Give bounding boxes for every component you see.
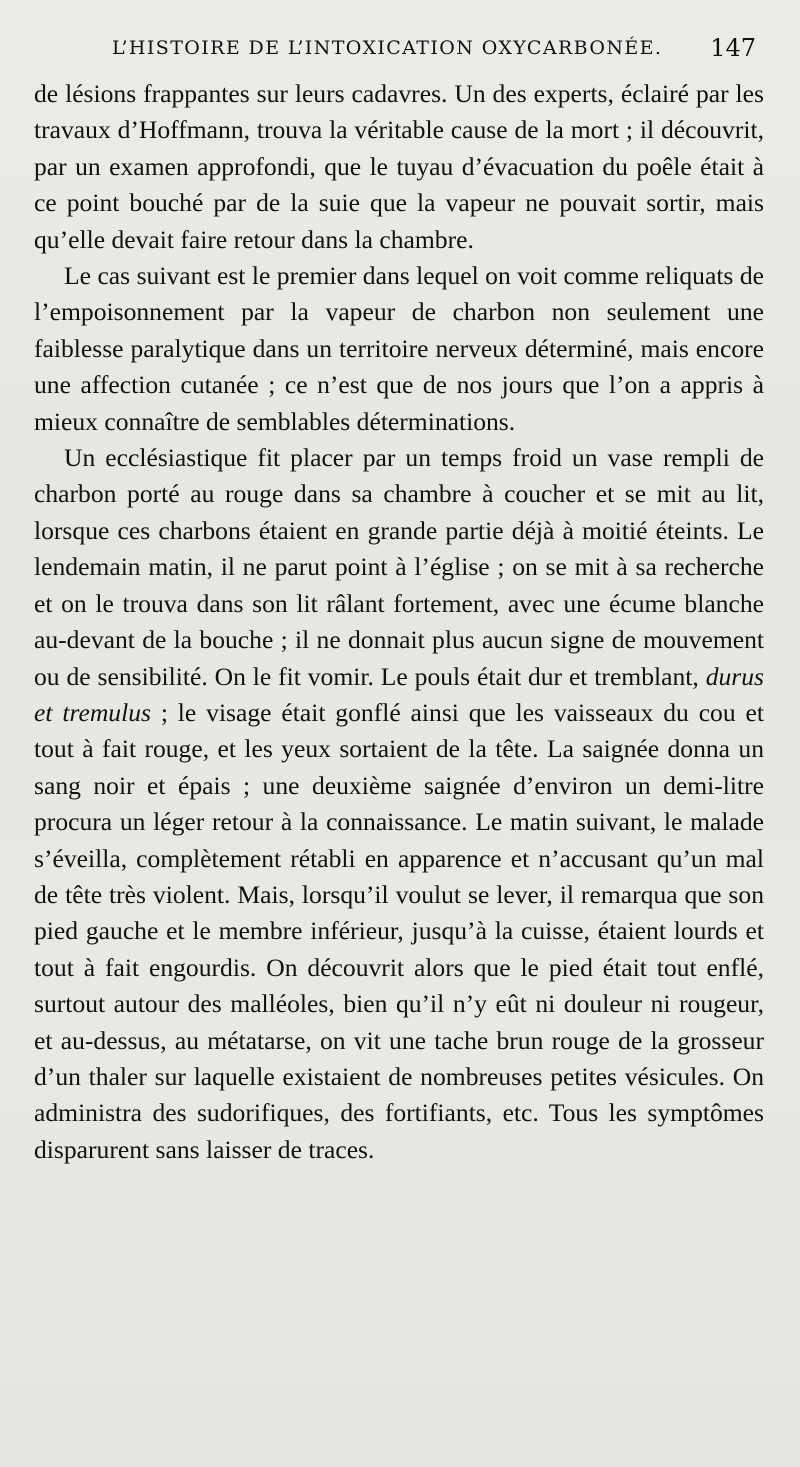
page-header (112, 28, 756, 68)
paragraph-3 (34, 440, 764, 1168)
paragraph-3-text-after: ; le visage était gonflé ainsi que les vaisseaux du cou et tout à fait rouge, et les yeux sortaient de la tête. La saignée donna un sang noir et épais ; une deuxième saignée d’environ un demi-litre procura un léger retour à la connaissance. Le matin suivant, le malade s’éveilla, complètement rétabli en apparence et n’accusant qu’un mal de tête très violent. Mais, lorsqu’il voulut se lever, il remarqua que son pied gauche et le membre inférieur, jusqu’à la cuisse, étaient lourds et tout à fait engourdis. On découvrit alors que le pied était tout enflé, surtout autour des malléoles, bien qu’il n’y eût ni douleur ni rougeur, et au-dessus, au métatarse, on vit une tache brun rouge de la grosseur d’un thaler sur laquelle existaient de nombreuses petites vésicules. On administra des sudorifiques, des fortifiants, etc. Tous les symptômes disparurent sans laisser de traces. (34, 697, 764, 1164)
paragraph-2: Le cas suivant est le premier dans lequel on voit comme reliquats de l’empoisonnement par la vapeur de charbon non seulement une faiblesse paralytique dans un territoire nerveux déterminé, mais encore une affection cutanée ; ce n’est que de nos jours que l’on a appris à mieux connaître de semblables déterminations. (34, 261, 764, 436)
paragraph-1: de lésions frappantes sur leurs cadavres. Un des experts, éclairé par les travaux d’Hoffmann, trouva la véritable cause de la mort ; il découvrit, par un examen approfondi, que le tuyau d’évacuation du poêle était à ce point bouché par de la suie que la vapeur ne pouvait sortir, mais qu’elle devait faire retour dans la chambre. (34, 79, 764, 254)
page-number: 147 (710, 34, 756, 62)
running-head: L’HISTOIRE DE L’INTOXICATION OXYCARBONÉE. (112, 37, 663, 59)
body-text (34, 76, 764, 1168)
paragraph-3-text-before: Un ecclésiastique fit placer par un temps froid un vase rempli de charbon porté au rouge dans sa chambre à coucher et se mit au lit, lorsque ces charbons étaient en grande partie déjà à moitié éteints. Le lendemain matin, il ne parut point à l’église ; on se mit à sa recherche et on le trouva dans son lit râlant fortement, avec une écume blanche au-devant de la bouche ; il ne donnait plus aucun signe de mouvement ou de sensibilité. On le fit vomir. Le pouls était dur et tremblant, (34, 443, 764, 691)
latin-phrase: durus et tremulus (34, 661, 764, 727)
